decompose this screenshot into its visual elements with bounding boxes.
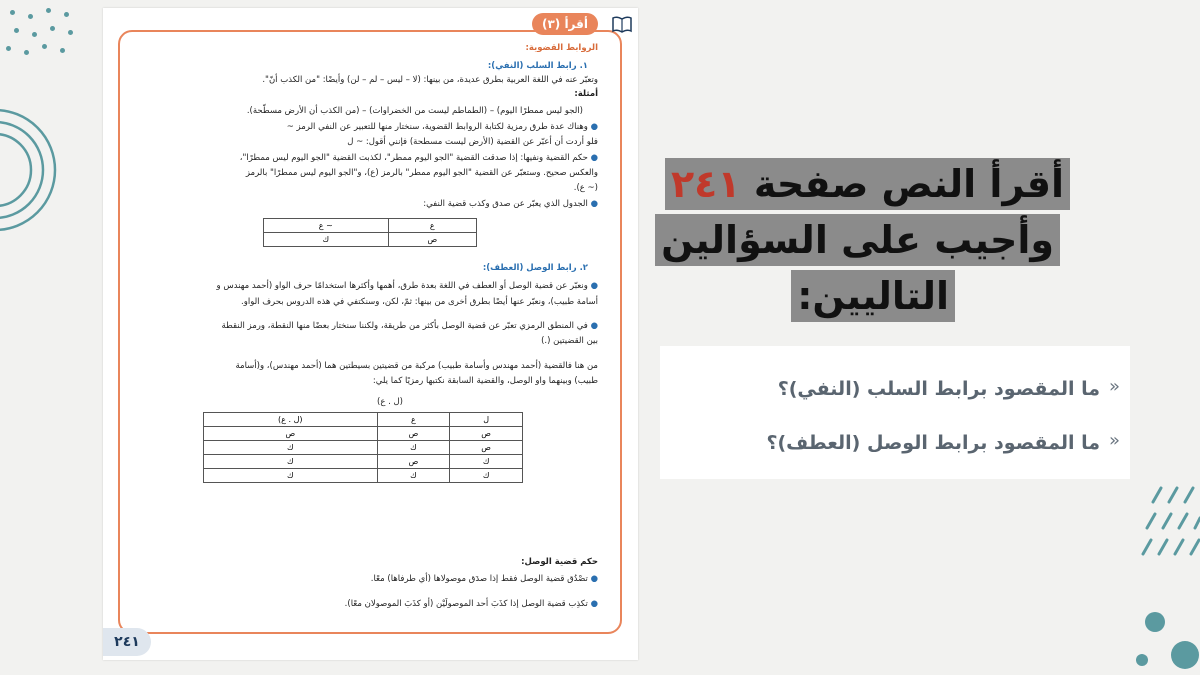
paragraph-line <box>217 280 598 292</box>
table-header: ع <box>377 413 450 427</box>
paragraph-line: وتعبّر عنه في اللغة العربية بطرق عديدة، من بينها: (لا – ليس – لم – لن) وأيضًا: "من الكذب أنّ". <box>262 75 598 85</box>
question-text: ما المقصود برابط السلب (النفي)؟ <box>777 378 1100 400</box>
tab-label-text: أقرأ (٣) <box>541 17 588 31</box>
table-cell: ك <box>377 469 450 483</box>
bullet-icon: ● <box>590 199 598 209</box>
question-item <box>766 432 1100 454</box>
dot-grid-decoration <box>0 0 90 70</box>
paragraph-line: والعكس صحيح. وستعبّر عن القضية "الجو اليوم ممطر" بالرمز (ع)، و"الجو اليوم ليس ممطرًا" بالرمز <box>245 168 598 178</box>
heading-line-3: التاليين: <box>791 270 955 322</box>
concentric-rings-decoration <box>0 100 60 240</box>
read-tab-label <box>532 13 598 35</box>
table-cell: ك <box>204 455 378 469</box>
heading-line-2: وأجيب على السؤالين <box>655 214 1060 266</box>
paragraph-line: (~ ع). <box>573 183 598 193</box>
line-text: الجدول الذي يعبّر عن صدق وكذب قضية النفي: <box>423 199 588 209</box>
table-cell: ك <box>450 455 523 469</box>
bullet-icon: ● <box>590 281 598 291</box>
paragraph-line <box>287 121 598 133</box>
question-item <box>778 378 1100 400</box>
paragraph-line <box>240 152 598 164</box>
table-cell: ك <box>204 469 378 483</box>
line-text: حكم القضية ونفيها: إذا صدقت القضية "الجو اليوم ممطر"، لكذبت القضية "الجو اليوم ليس ممطرًا"، <box>239 153 588 163</box>
circles-decoration <box>1130 600 1200 675</box>
paragraph-line: من هنا فالقضية (أحمد مهندس وأسامة طبيب) مركبة من قضيتين بسيطتين هما (أحمد مهندس)، و(أسامة <box>235 361 598 371</box>
examples-label: أمثلة: <box>574 89 598 99</box>
paragraph-line: أسامة طبيب)، ونعبّر عنها أيضًا بطرق أخرى من بينها: ثمّ، لكن، وسنكتفي في هذه الدروس بحرف الواو. <box>241 297 598 307</box>
table-cell: ص <box>204 427 378 441</box>
paragraph-line: (الجو ليس ممطرًا اليوم) – (الطماطم ليست من الخضراوات) – (من الكذب أن الأرض مسطّحة). <box>246 106 583 116</box>
paragraph-line: طبيب) وبينهما واو الوصل، والقضية السابقة نكتبها رمزيًا كما يلي: <box>372 376 598 386</box>
formula: (ل . ع) <box>377 397 403 407</box>
line-text: في المنطق الرمزي تعبّر عن قضية الوصل بأكثر من طريقة، ولكننا سنختار بعضًا منها النقطة، ورمز النقطة <box>221 321 588 331</box>
conjunction-truth-table <box>203 412 523 483</box>
table-cell: ك <box>450 469 523 483</box>
table-header: ل <box>450 413 523 427</box>
heading-line-1 <box>665 158 1070 210</box>
table-header: (ل . ع) <box>204 413 378 427</box>
question-text: ما المقصود برابط الوصل (العطف)؟ <box>766 432 1100 454</box>
conjunction-title: ٢. رابط الوصل (العطف): <box>482 263 588 273</box>
dash-pattern-decoration <box>1135 470 1200 580</box>
table-cell: ص <box>388 233 476 247</box>
negation-title: ١. رابط السلب (النفي): <box>487 61 588 71</box>
section-title: الروابط القضوية: <box>525 43 598 53</box>
table-cell: ك <box>264 233 389 247</box>
bullet-icon: ● <box>590 122 598 132</box>
heading-page-number: ٢٤١ <box>670 162 741 206</box>
table-cell: ص <box>450 441 523 455</box>
page-number: ٢٤١ <box>103 628 151 656</box>
table-cell: ص <box>450 427 523 441</box>
bullet-icon: ● <box>590 321 598 331</box>
rule-title: حكم قضية الوصل: <box>521 557 598 567</box>
rule-line <box>345 598 598 610</box>
table-cell: ص <box>377 427 450 441</box>
table-header: ~ ع <box>264 219 389 233</box>
bullet-icon: ● <box>590 574 598 584</box>
questions-box <box>660 346 1130 479</box>
bullet-icon: ● <box>590 599 598 609</box>
table-cell: ك <box>204 441 378 455</box>
double-chevron-icon: » <box>1108 430 1120 451</box>
paragraph-line <box>221 320 598 332</box>
paragraph-line: بين القضيتين (.) <box>541 336 598 346</box>
line-text: وهناك عدة طرق رمزية لكتابة الروابط القضوية، سنختار منها للتعبير عن النفي الرمز ~ <box>286 122 588 132</box>
table-header: ع <box>388 219 476 233</box>
double-chevron-icon: » <box>1108 376 1120 397</box>
rule-line <box>371 573 598 585</box>
paragraph-line: فلو أردت أن أعبّر عن القضية (الأرض ليست مسطحة) فإنني أقول: ~ ل <box>347 137 598 147</box>
book-icon <box>611 14 633 34</box>
paragraph-line <box>423 198 598 210</box>
table-cell: ك <box>377 441 450 455</box>
line-text: تكذِب قضية الوصل إذا كذَبَ أحد الموصولَيْن (أو كذَبَ الموصولان معًا). <box>344 599 588 609</box>
line-text: ونعبّر عن قضية الوصل أو العطف في اللغة بعدة طرق، أهمها وأكثرها استخدامًا حرف الواو (أحمد مهندس و <box>216 281 588 291</box>
heading-text: أقرأ النص صفحة <box>753 162 1064 206</box>
line-text: تصْدُق قضية الوصل فقط إذا صدَق موصولاها (أي طرفاها) معًا. <box>370 574 588 584</box>
negation-truth-table <box>263 218 477 247</box>
table-cell: ص <box>377 455 450 469</box>
textbook-page <box>103 8 638 660</box>
bullet-icon: ● <box>590 153 598 163</box>
